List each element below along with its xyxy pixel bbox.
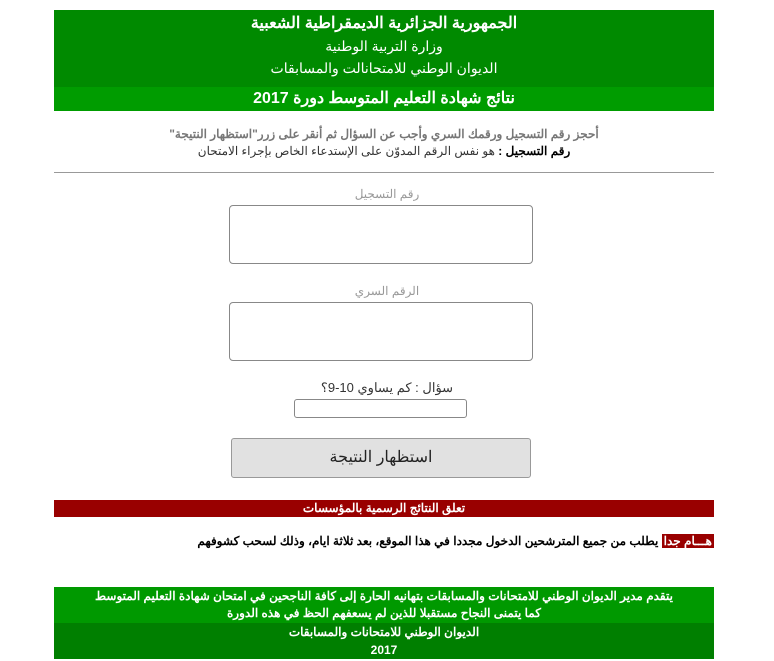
instructions-main: أحجز رقم التسجيل ورقمك السري وأجب عن السؤال ثم أنقر على زرر"استظهار النتيجة" [169, 127, 599, 141]
footer-msg2: كما يتمنى النجاح مستقبلا للذين لم يسعفهم الحظ في هذه الدورة [227, 606, 541, 620]
footer-msg1: يتقدم مدير الديوان الوطني للامتحانات والمسابقات بتهانيه الحارة إلى كافة الناجحين في امتحان شهادة التعليم المتوسط [95, 589, 673, 603]
captcha-input[interactable] [294, 399, 467, 418]
footer-area [54, 587, 714, 659]
header [54, 10, 714, 87]
footer-message [54, 587, 714, 623]
reg-desc: هو نفس الرقم المدوّن على الإستدعاء الخاص بإجراء الامتحان [197, 144, 495, 158]
header-office: الديوان الوطني للامتحانالت والمسابقات [270, 60, 498, 76]
page-title: نتائج شهادة التعليم المتوسط دورة 2017 [54, 87, 714, 111]
captcha-question: سؤال : كم يساوي 10-9؟ [320, 380, 454, 395]
footer-org: الديوان الوطني للامتحانات والمسابقات [288, 625, 480, 639]
footer-year: 2017 [370, 643, 398, 657]
instructions-reg [54, 143, 714, 160]
footer [54, 623, 714, 659]
reg-label: رقم التسجيل : [498, 144, 571, 158]
results-banner: تعلق النتائج الرسمية بالمؤسسات [54, 500, 714, 517]
registration-label: رقم التسجيل [354, 187, 420, 201]
secret-input[interactable] [229, 302, 533, 361]
submit-button[interactable]: استظهار النتيجة [231, 438, 531, 478]
registration-input[interactable] [229, 205, 533, 264]
important-notice [54, 534, 714, 548]
header-ministry: وزارة التربية الوطنية [325, 38, 443, 54]
secret-label: الرقم السري [354, 284, 420, 298]
notice-tag: هـــام جدا [663, 534, 712, 548]
instructions [54, 126, 714, 160]
divider [54, 172, 714, 173]
notice-text: يطلب من جميع المترشحين الدخول مجددا في هذا الموقع، بعد ثلاثة ايام، وذلك لسحب كشوفهم [197, 534, 659, 548]
header-republic: الجمهورية الجزائرية الديمقراطية الشعبية [250, 15, 518, 32]
